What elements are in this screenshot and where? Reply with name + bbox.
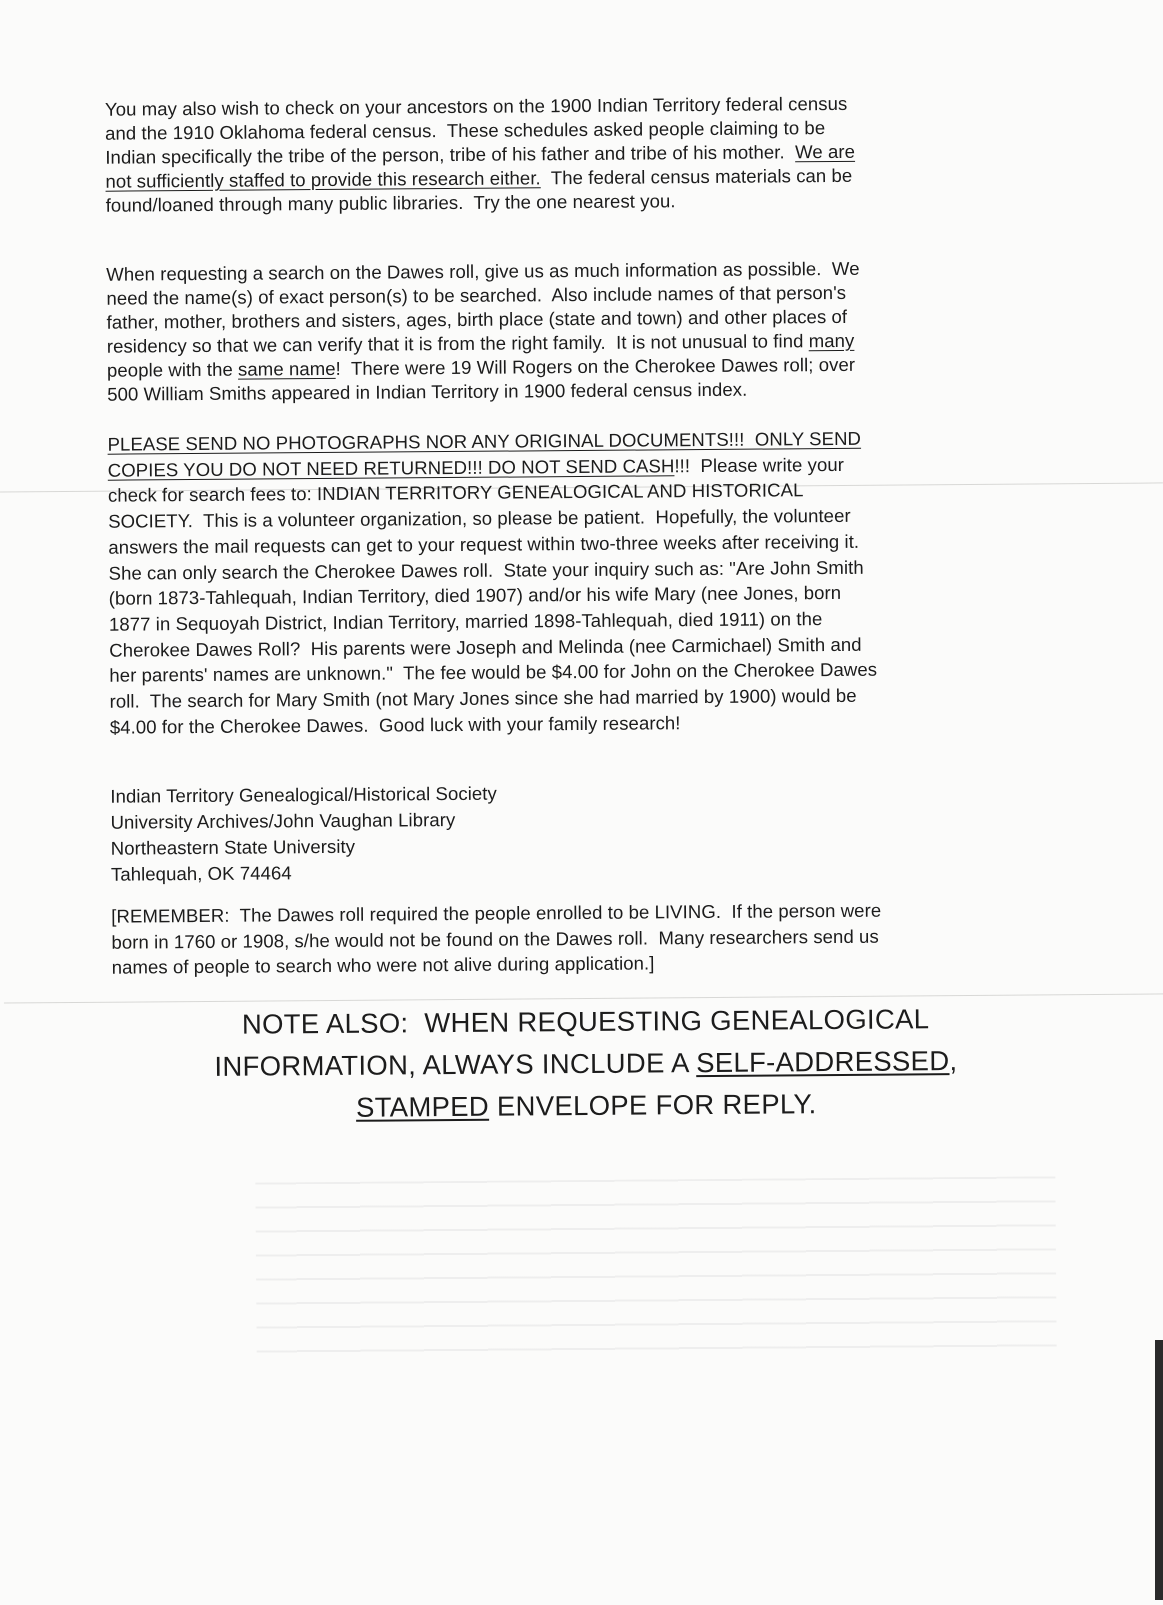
text-segment: father, mother, brothers and sisters, ages, birth place (state and town) and other places of [106,305,848,333]
text-segment: 500 William Smiths appeared in Indian Territory in 1900 federal census index. [107,378,748,405]
instructions-paragraph-line [109,685,856,713]
underlined-text: We are [794,140,856,163]
text-segment: SOCIETY. This is a volunteer organization, so please be patient. Hopefully, the volunteer [108,504,851,532]
sase-note-line [5,1085,1163,1126]
underlined-text: same name [237,357,336,380]
bleed-through-text [255,1176,1056,1372]
instructions-paragraph-line [109,608,823,636]
remember-paragraph-line [111,925,878,953]
search-request-paragraph-line [107,354,855,382]
text-segment: and the 1910 Oklahoma federal census. These schedules asked people claiming to be [105,117,826,144]
text-segment: ! There were 19 Will Rogers on the Cherokee Dawes roll; over [335,353,856,379]
text-segment: Tahlequah, OK 74464 [110,862,292,885]
text-segment: University Archives/John Vaughan Library [110,808,456,833]
mailing-address-line [111,862,292,885]
search-request-paragraph-line [106,258,859,286]
underlined-text: COPIES YOU DO NOT NEED RETURNED!!! DO NOT SEND CASH [107,454,675,481]
text-segment: , [949,1045,958,1077]
census-paragraph-line [106,190,676,216]
mailing-address-line [110,809,455,834]
underlined-text: STAMPED [355,1090,490,1123]
text-segment: found/loaned through many public libraries. Try the one nearest you. [105,190,676,216]
census-paragraph-line [105,93,848,121]
text-segment: When requesting a search on the Dawes roll, give us as much information as possible. We [106,257,860,285]
text-segment: need the name(s) of exact person(s) to be searched. Also include names of that person's [106,281,847,309]
census-paragraph-line [105,165,852,193]
text-segment: names of people to search who were not alive during application.] [111,952,655,978]
instructions-paragraph-line [109,633,862,661]
sase-note-line [4,1001,1163,1042]
scan-edge-shadow [1155,1340,1163,1600]
instructions-paragraph-line [109,582,842,610]
census-paragraph-line [105,141,855,169]
text-segment: Cherokee Dawes Roll? His parents were Joseph and Melinda (nee Carmichael) Smith and [109,633,862,661]
text-segment: residency so that we can verify that it is from the right family. It is not unusual to find [106,330,809,357]
search-request-paragraph-line [107,379,747,406]
instructions-paragraph-line [108,505,851,533]
underlined-text: SELF-ADDRESSED [696,1045,950,1079]
underlined-text: not sufficiently staffed to provide this research either. [105,167,541,192]
text-segment: roll. The search for Mary Smith (not Mary Jones since she had married by 1900) would be [109,684,857,712]
remember-paragraph-line [111,900,881,928]
instructions-paragraph-line [107,428,861,456]
underlined-text: PLEASE SEND NO PHOTOGRAPHS NOR ANY ORIGINAL DOCUMENTS!!! ONLY SEND [107,427,862,455]
search-request-paragraph-line [107,306,848,334]
search-request-paragraph-line [107,330,855,358]
text-segment: answers the mail requests can get to your request within two-three weeks after receiving it. [108,530,860,558]
instructions-paragraph-line [110,712,681,738]
underlined-text: many [808,329,855,352]
mailing-address-line [111,836,355,860]
text-segment: her parents' names are unknown." The fee would be $4.00 for John on the Cherokee Dawes [109,658,878,686]
text-segment: [REMEMBER: The Dawes roll required the people enrolled to be LIVING. If the person were [111,899,882,927]
text-segment: $4.00 for the Cherokee Dawes. Good luck with your family research! [109,711,681,738]
mailing-address-line [110,783,497,808]
text-segment: The federal census materials can be [540,164,853,189]
search-request-paragraph-line [106,282,846,310]
text-segment: ENVELOPE FOR REPLY. [488,1088,817,1122]
text-segment: Indian specifically the tribe of the person, tribe of his father and tribe of his mother. [105,141,796,168]
text-segment: 1877 in Sequoyah District, Indian Territory, married 1898-Tahlequah, died 1911) on the [108,607,823,635]
text-segment: !!! Please write your [674,453,845,476]
text-segment: (born 1873-Tahlequah, Indian Territory, died 1907) and/or his wife Mary (nee Jones, born [108,582,842,609]
instructions-paragraph-line [108,480,804,507]
text-segment: Northeastern State University [110,835,356,859]
text-segment: She can only search the Cherokee Dawes roll. State your inquiry such as: "Are John Smith [108,556,864,584]
remember-paragraph-line [112,952,655,978]
census-paragraph-line [105,117,825,145]
instructions-paragraph-line [108,454,844,482]
sase-note-line [4,1043,1163,1084]
text-segment: NOTE ALSO: WHEN REQUESTING GENEALOGICAL [241,1003,930,1040]
instructions-paragraph-line [108,556,863,584]
instructions-paragraph-line [109,659,877,687]
text-segment: INFORMATION, ALWAYS INCLUDE A [214,1047,697,1082]
text-segment: You may also wish to check on your ancestors on the 1900 Indian Territory federal census [104,92,848,120]
text-segment: check for search fees to: INDIAN TERRITORY GENEALOGICAL AND HISTORICAL [107,479,804,507]
text-segment: Indian Territory Genealogical/Historical Society [110,782,497,807]
instructions-paragraph-line [108,531,859,559]
text-segment: people with the [106,358,239,381]
text-segment: born in 1760 or 1908, s/he would not be found on the Dawes roll. Many researchers send us [111,925,879,953]
